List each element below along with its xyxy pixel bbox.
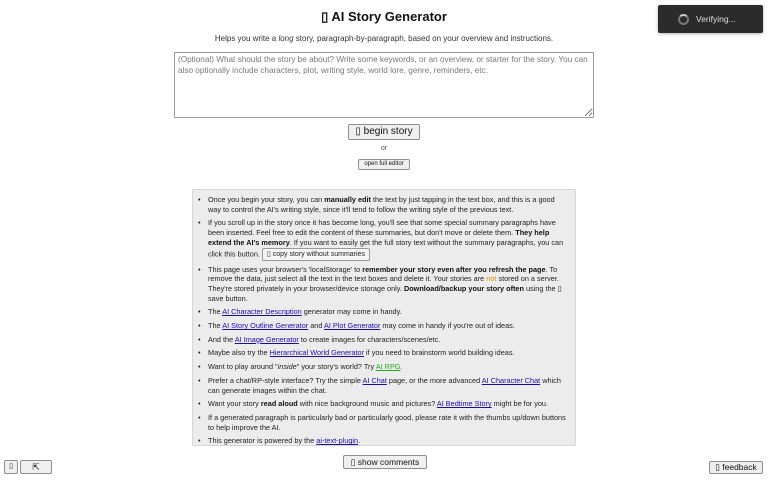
info-item-image-generator bbox=[204, 335, 569, 345]
info-item-outline-plot bbox=[204, 321, 569, 331]
subtitle-emphasis: long bbox=[278, 34, 294, 43]
link-ai-image-generator[interactable]: AI Image Generator bbox=[234, 334, 299, 344]
text: . bbox=[400, 362, 403, 372]
text: Once you begin your story, you can bbox=[208, 195, 325, 204]
bold-text: Download/backup your story often bbox=[403, 283, 524, 293]
warning-text: not bbox=[486, 274, 497, 284]
info-list bbox=[197, 195, 569, 446]
link-ai-rpg[interactable]: AI RPG bbox=[375, 362, 401, 372]
info-panel bbox=[192, 189, 576, 446]
text: . bbox=[358, 436, 361, 446]
text: might be for you. bbox=[491, 399, 549, 409]
bold-text: read aloud bbox=[260, 399, 298, 409]
bold-text: manually edit bbox=[324, 195, 371, 204]
text: with nice background music and pictures? bbox=[297, 399, 437, 409]
text: The bbox=[208, 307, 223, 317]
link-ai-plot-generator[interactable]: AI Plot Generator bbox=[324, 321, 381, 331]
text: may come in handy if you're out of ideas. bbox=[380, 321, 515, 331]
bold-text: They help extend the AI's memory bbox=[208, 228, 550, 247]
text: . If you want to easily get the full story text without the summary paragraphs, you can click this button. bbox=[208, 237, 564, 258]
loading-spinner-icon bbox=[678, 14, 689, 25]
story-overview-input[interactable] bbox=[174, 52, 594, 118]
text: Maybe also try the bbox=[208, 348, 270, 358]
link-ai-chat[interactable]: AI Chat bbox=[362, 375, 387, 385]
page-subtitle bbox=[0, 34, 768, 43]
text: which can generate images within the chat. bbox=[208, 375, 561, 395]
text: The bbox=[208, 321, 223, 331]
link-ai-character-chat[interactable]: AI Character Chat bbox=[481, 375, 541, 385]
link-ai-text-plugin[interactable]: ai-text-plugin bbox=[316, 436, 359, 446]
text: the text by just tapping in the text box, and this is a good way to control the AI's writing style, since it'll tend to follow the writing style of the previous text. bbox=[208, 195, 555, 214]
text: generator may come in handy. bbox=[301, 307, 402, 317]
or-separator: or bbox=[380, 145, 388, 152]
text: Prefer a chat/RP-style interface? Try the simple bbox=[208, 375, 363, 385]
link-hierarchical-world-generator[interactable]: Hierarchical World Generator bbox=[269, 348, 365, 358]
info-item-world-generator bbox=[204, 348, 569, 358]
emphasis-text: inside bbox=[277, 362, 297, 372]
info-item-summaries bbox=[204, 218, 569, 260]
text: and bbox=[308, 321, 325, 331]
info-item-ai-rpg bbox=[204, 362, 569, 372]
page-title: ▯ AI Story Generator bbox=[321, 9, 447, 24]
link-ai-bedtime-story[interactable]: AI Bedtime Story bbox=[436, 399, 492, 409]
text: using the ▯ save button. bbox=[208, 283, 562, 303]
scroll-to-top-button[interactable]: ⇱ bbox=[20, 460, 52, 474]
open-full-editor-button[interactable]: open full editor bbox=[358, 159, 410, 170]
copy-story-without-summaries-button[interactable]: ▯ copy story without summaries bbox=[262, 248, 370, 261]
text: Want your story bbox=[208, 399, 261, 409]
text: . To remove the data, just select all the text in the text boxes and delete it. Your stories are bbox=[208, 264, 558, 284]
link-ai-character-description[interactable]: AI Character Description bbox=[222, 307, 302, 317]
text: If a generated paragraph is particularly bad or particularly good, please rate it with the thumbs up/down buttons to help improve the AI. bbox=[208, 412, 566, 432]
bold-text: remember your story even after you refresh the page bbox=[362, 264, 546, 274]
info-item-ai-chat bbox=[204, 376, 569, 395]
feedback-button[interactable]: ▯ feedback bbox=[709, 461, 763, 474]
begin-story-button[interactable]: ▯ begin story bbox=[348, 124, 420, 140]
link-ai-story-outline-generator[interactable]: AI Story Outline Generator bbox=[222, 321, 309, 331]
info-item-manual-edit bbox=[204, 195, 569, 214]
info-item-localstorage bbox=[204, 265, 569, 304]
verifying-toast bbox=[658, 5, 763, 33]
text: If you scroll up in the story once it has become long, you'll see that some special summary paragraphs have been inserted. Feel free to edit the content of these summaries, but don't move or delete them. bbox=[208, 218, 556, 238]
info-item-bedtime-story bbox=[204, 399, 569, 409]
text: if you need to brainstorm world building ideas. bbox=[364, 348, 515, 358]
text: page, or the more advanced bbox=[386, 375, 482, 385]
subtitle-text-post: story, paragraph-by-paragraph, based on your overview and instructions. bbox=[293, 34, 554, 43]
subtitle-text-pre: Helps you write a bbox=[214, 34, 279, 43]
text: This page uses your browser's 'localStorage' to bbox=[208, 264, 363, 274]
text: This generator is powered by the bbox=[208, 436, 317, 446]
text: stored on a server. They're stored privately in your browser/device storage only. bbox=[208, 274, 559, 293]
text: And the bbox=[208, 334, 235, 344]
info-item-character-description bbox=[204, 307, 569, 317]
show-comments-button[interactable]: ▯ show comments bbox=[343, 455, 427, 469]
info-item-rating bbox=[204, 413, 569, 432]
text: Want to play around " bbox=[208, 362, 278, 372]
text: " your story's world? Try bbox=[296, 362, 376, 372]
toast-text: Verifying... bbox=[696, 14, 736, 24]
menu-icon-button[interactable]: ▯ bbox=[4, 460, 18, 474]
info-item-powered-by bbox=[204, 436, 569, 446]
text: to create images for characters/scenes/etc. bbox=[298, 334, 441, 344]
